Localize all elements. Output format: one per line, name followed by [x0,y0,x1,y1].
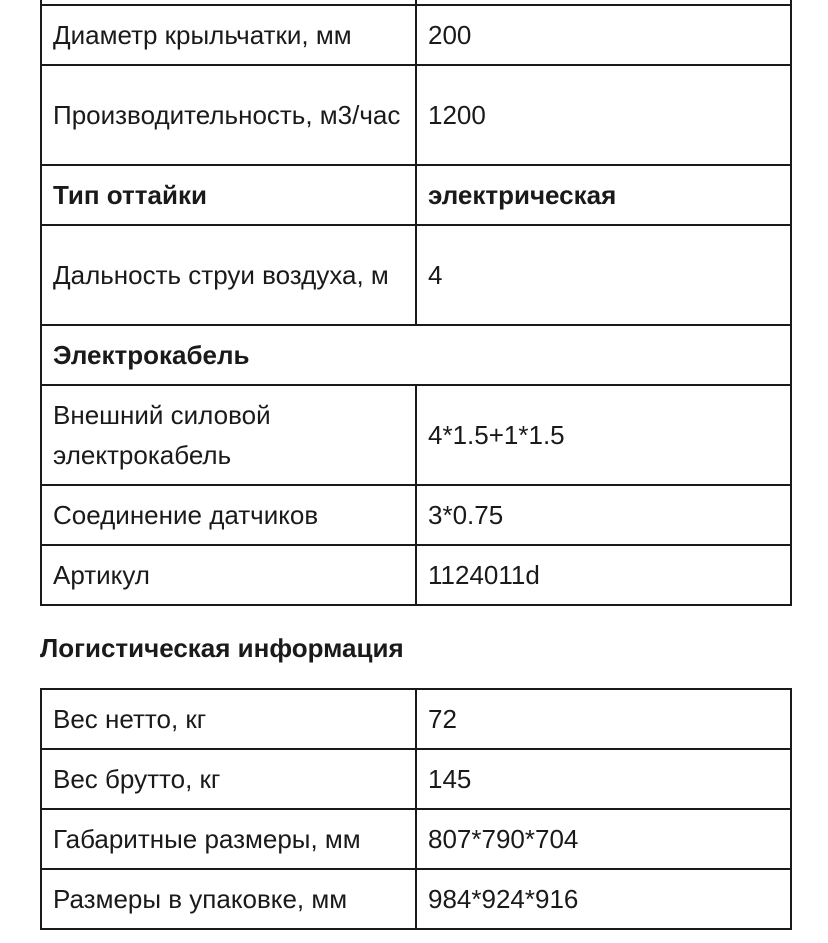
cell-value: 807*790*704 [416,809,791,869]
cell-value: 200 [416,5,791,65]
table-row [41,749,791,809]
table-row [41,5,791,65]
cell-value: 1200 [416,65,791,165]
cell-value: 984*924*916 [416,869,791,929]
table-row [41,689,791,749]
cell-label: Соединение датчиков [41,485,416,545]
table-row [41,165,791,225]
cell-value: 4*1.5+1*1.5 [416,385,791,485]
table-row [41,225,791,325]
table-row [41,869,791,929]
cell-value: 72 [416,689,791,749]
cell-value: электрическая [416,165,791,225]
cell-label: Габаритные размеры, мм [41,809,416,869]
table-row [41,385,791,485]
cell-value: 145 [416,749,791,809]
cell-value: 1124011d [416,545,791,605]
cell-label: Тип оттайки [41,165,416,225]
table-row [41,65,791,165]
cell-label: Диаметр крыльчатки, мм [41,5,416,65]
logistics-table [40,688,792,930]
table-section-row [41,325,791,385]
cell-label: Внешний силовой электрокабель [41,385,416,485]
cell-label: Вес нетто, кг [41,689,416,749]
cell-label: Вес брутто, кг [41,749,416,809]
specifications-table [40,0,792,606]
logistics-section-title: Логистическая информация [40,633,404,663]
table-row [41,545,791,605]
cell-value: 3*0.75 [416,485,791,545]
section-heading-electrocable: Электрокабель [41,325,791,385]
table-row [41,809,791,869]
cell-label: Производительность, м3/час [41,65,416,165]
cell-label: Размеры в упаковке, мм [41,869,416,929]
cell-value: 4 [416,225,791,325]
cell-label: Артикул [41,545,416,605]
table-row [41,485,791,545]
cell-label: Дальность струи воздуха, м [41,225,416,325]
